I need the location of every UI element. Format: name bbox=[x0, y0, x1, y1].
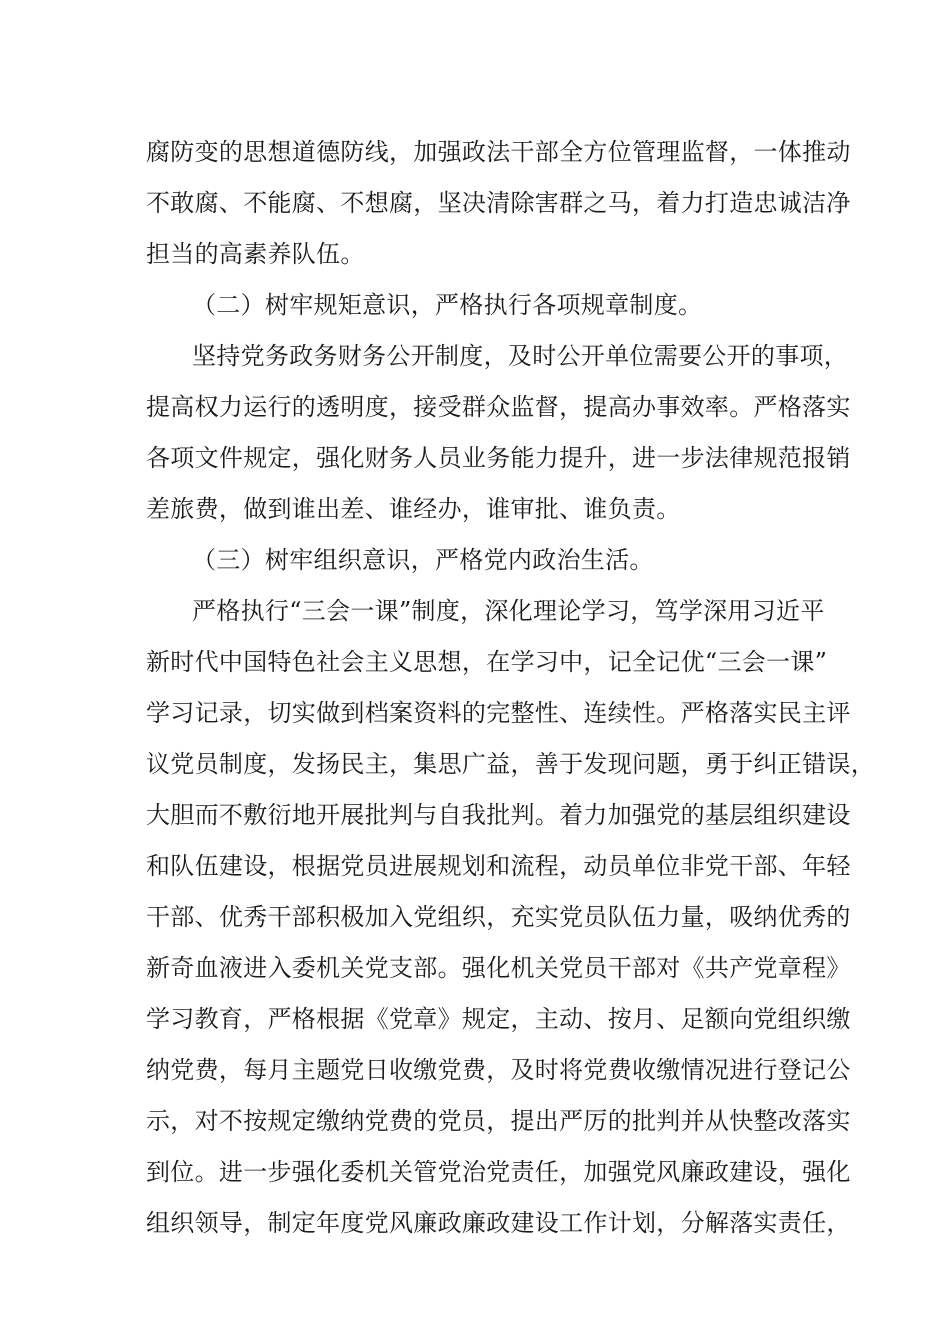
text-line: 大胆而不敷衍地开展批判与自我批判。着力加强党的基层组织建设 bbox=[146, 801, 851, 829]
text-line: 学习教育，严格根据《党章》规定，主动、按月、足额向党组织缴 bbox=[146, 1005, 851, 1033]
text-line: 干部、优秀干部积极加入党组织，充实党员队伍力量，吸纳优秀的 bbox=[146, 903, 851, 931]
text-line: 新时代中国特色社会主义思想，在学习中，记全记优“三会一课” bbox=[146, 648, 828, 676]
text-line: 到位。进一步强化委机关管党治党责任，加强党风廉政建设，强化 bbox=[146, 1158, 851, 1186]
text-line: 差旅费，做到谁出差、谁经办，谁审批、谁负责。 bbox=[146, 495, 681, 523]
text-line: 学习记录，切实做到档案资料的完整性、连续性。严格落实民主评 bbox=[146, 699, 851, 727]
section-heading-3: （三）树牢组织意识，严格党内政治生活。 bbox=[192, 546, 654, 574]
text-line: 坚持党务政务财务公开制度，及时公开单位需要公开的事项， bbox=[192, 342, 849, 370]
text-line: 和队伍建设，根据党员进展规划和流程，动员单位非党干部、年轻 bbox=[146, 852, 851, 880]
text-line: 各项文件规定，强化财务人员业务能力提升，进一步法律规范报销 bbox=[146, 444, 851, 472]
text-line: 严格执行“三会一课”制度，深化理论学习，笃学深用习近平 bbox=[192, 597, 825, 625]
text-line: 担当的高素养队伍。 bbox=[146, 240, 365, 268]
text-line: 新奇血液进入委机关党支部。强化机关党员干部对《共产党章程》 bbox=[146, 954, 851, 982]
text-line: 纳党费，每月主题党日收缴党费，及时将党费收缴情况进行登记公 bbox=[146, 1056, 851, 1084]
text-line: 议党员制度，发扬民主，集思广益，善于发现问题，勇于纠正错误， bbox=[146, 750, 875, 778]
text-line: 组织领导，制定年度党风廉政廉政建设工作计划，分解落实责任， bbox=[146, 1209, 851, 1237]
text-line: 不敢腐、不能腐、不想腐，坚决清除害群之马，着力打造忠诚洁净 bbox=[146, 189, 851, 217]
text-line: 示，对不按规定缴纳党费的党员，提出严厉的批判并从快整改落实 bbox=[146, 1107, 851, 1135]
text-line: 腐防变的思想道德防线，加强政法干部全方位管理监督，一体推动 bbox=[146, 138, 851, 166]
text-line: 提高权力运行的透明度，接受群众监督，提高办事效率。严格落实 bbox=[146, 393, 851, 421]
section-heading-2: （二）树牢规矩意识，严格执行各项规章制度。 bbox=[192, 291, 703, 319]
